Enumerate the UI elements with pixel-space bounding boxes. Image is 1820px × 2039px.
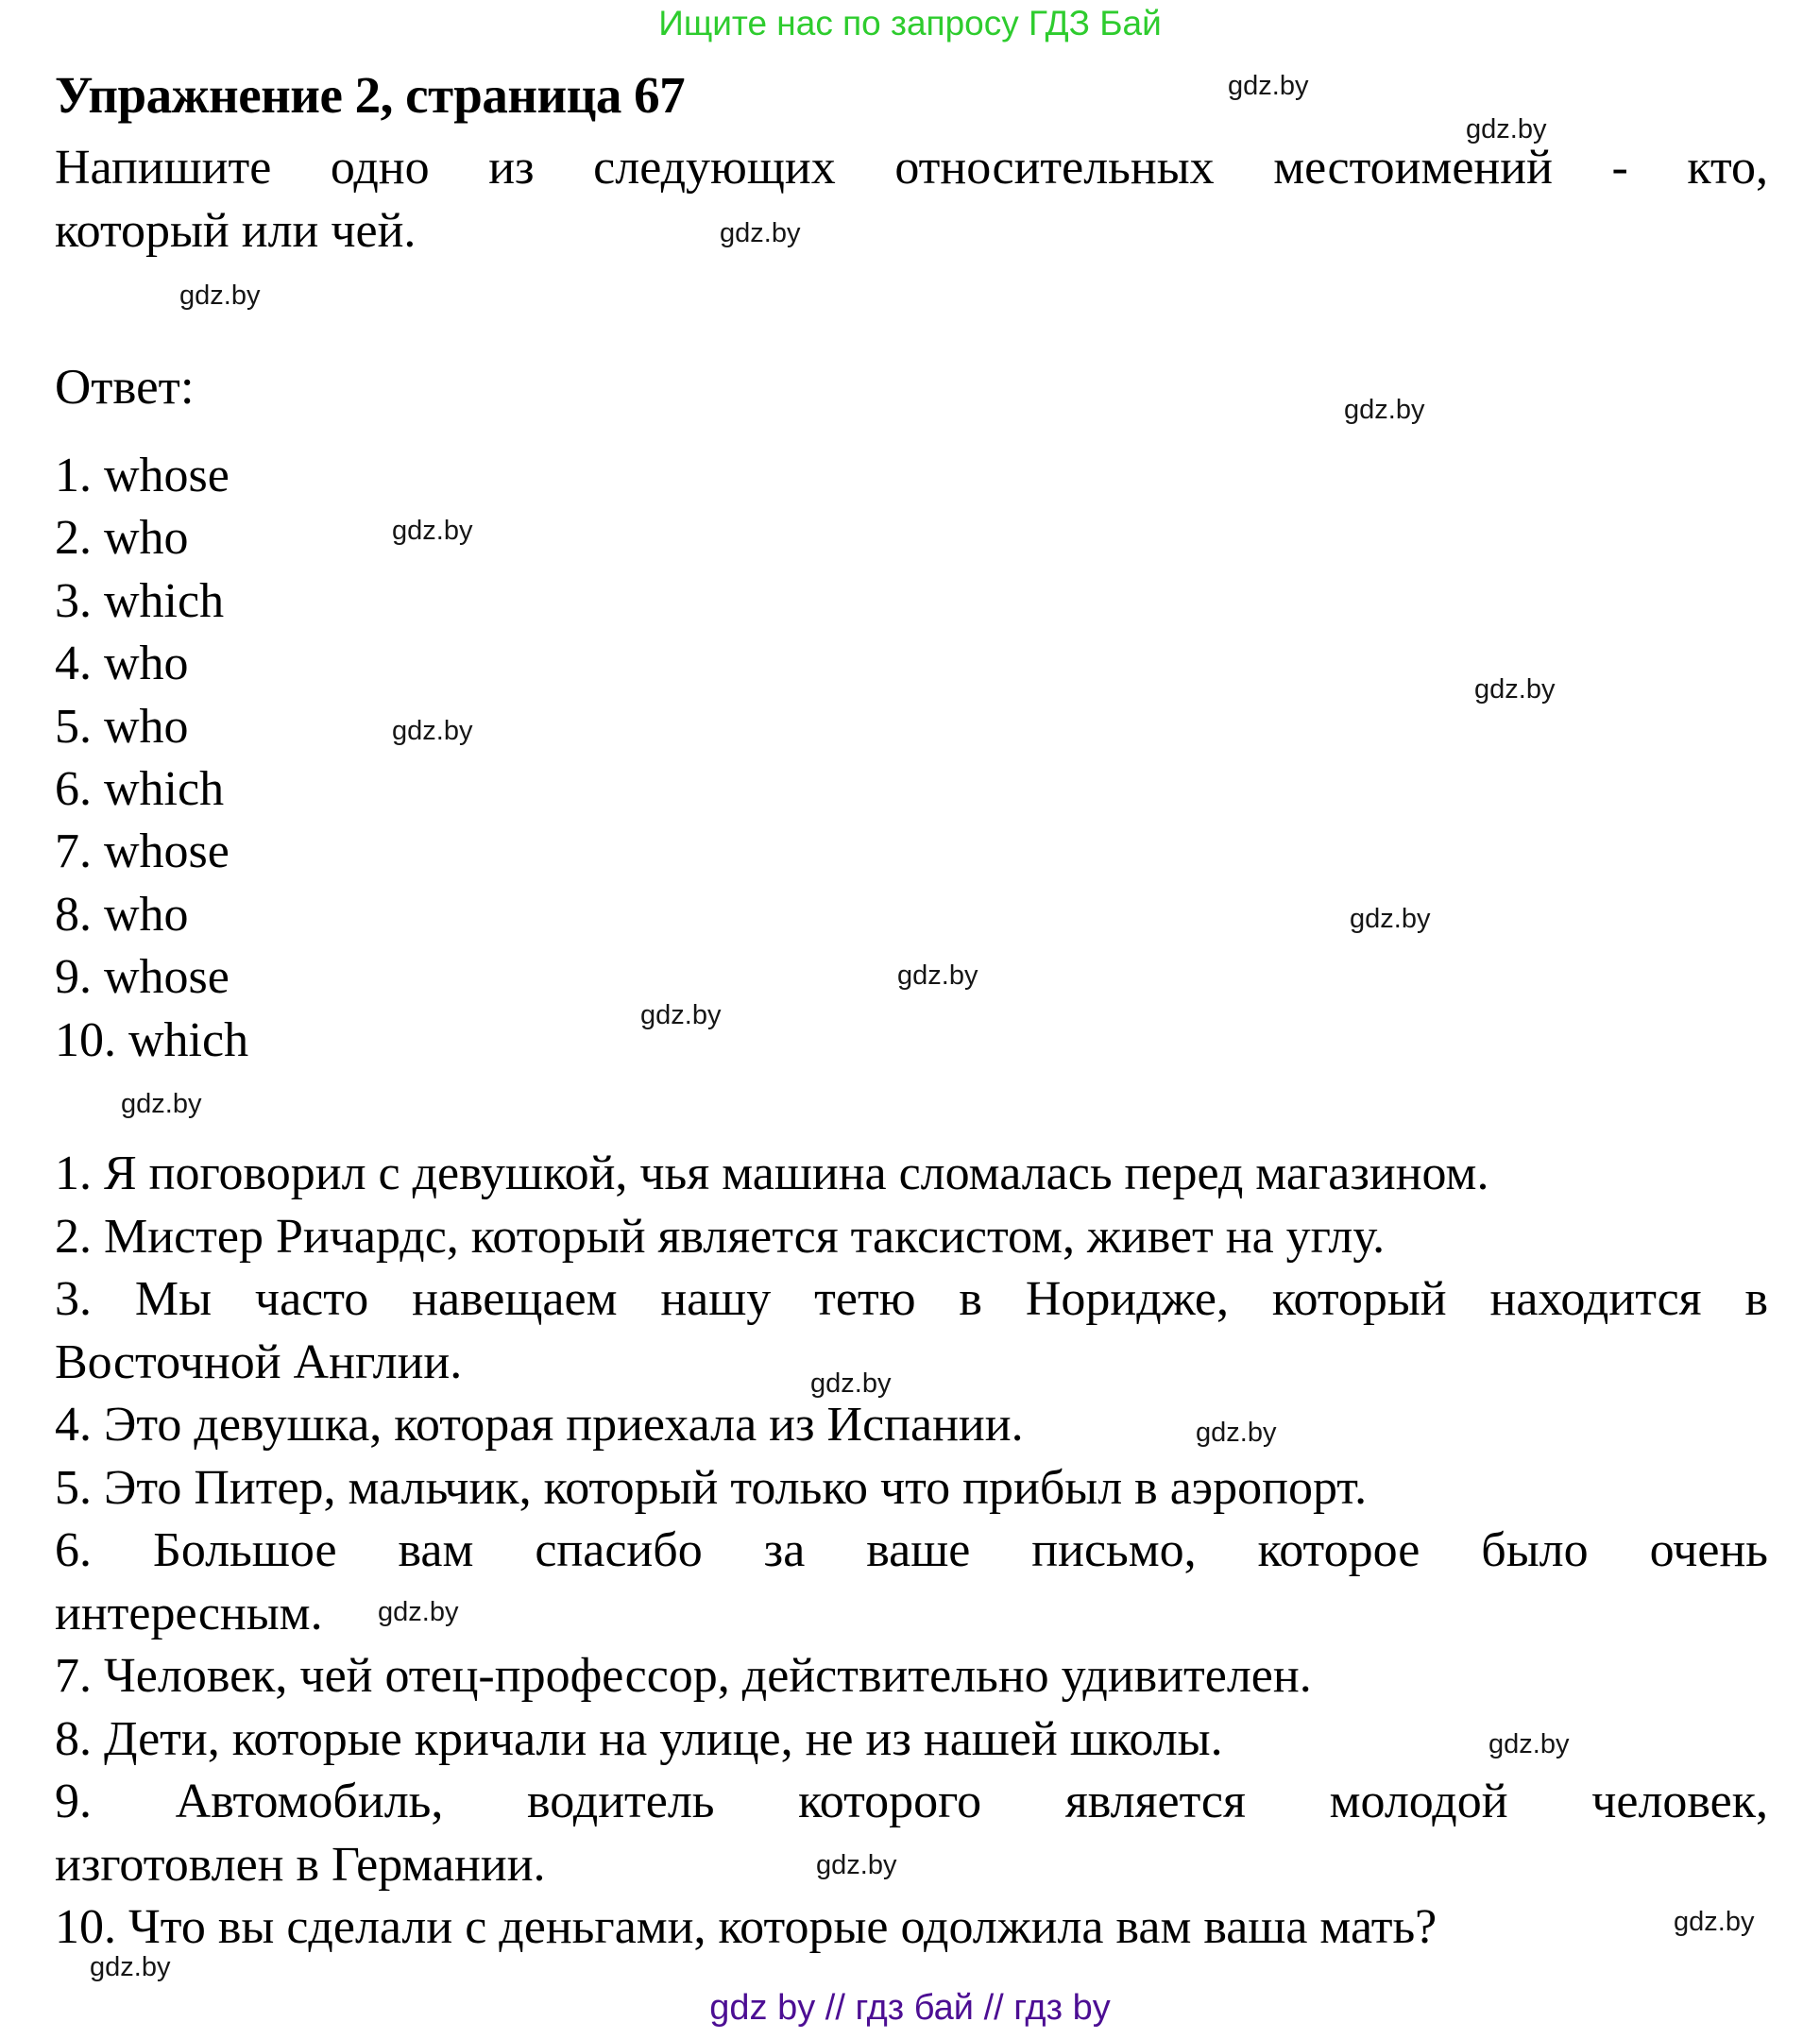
answer-item: 10. which bbox=[55, 1012, 249, 1067]
gdz-watermark: gdz.by bbox=[720, 218, 801, 248]
task-instruction-line-1: Напишите одно из следующих относительных местоимений - кто, bbox=[55, 141, 1768, 195]
gdz-watermark: gdz.by bbox=[1488, 1729, 1570, 1759]
exercise-title: Упражнение 2, страница 67 bbox=[55, 66, 686, 124]
translation-line: Восточной Англии. bbox=[55, 1334, 463, 1389]
answer-item: 9. whose bbox=[55, 950, 230, 1005]
translation-line: 4. Это девушка, которая приехала из Испании. bbox=[55, 1398, 1024, 1452]
promo-banner: Ищите нас по запросу ГДЗ Бай bbox=[658, 4, 1162, 42]
task-instruction-line-2: который или чей. bbox=[55, 204, 417, 258]
gdz-watermark: gdz.by bbox=[816, 1850, 897, 1880]
answer-item: 4. who bbox=[55, 637, 189, 691]
gdz-watermark: gdz.by bbox=[179, 280, 261, 311]
translation-line: 5. Это Питер, мальчик, который только что прибыл в аэропорт. bbox=[55, 1460, 1368, 1515]
translation-line: интересным. bbox=[55, 1586, 323, 1640]
gdz-watermark: gdz.by bbox=[897, 960, 978, 991]
translation-line: 9. Автомобиль, водитель которого является молодой человек, bbox=[55, 1775, 1768, 1828]
translation-line: 3. Мы часто навещаем нашу тетю в Норидже, который находится в bbox=[55, 1272, 1768, 1326]
answer-item: 1. whose bbox=[55, 449, 230, 502]
gdz-watermark: gdz.by bbox=[392, 516, 473, 546]
gdz-watermark: gdz.by bbox=[378, 1597, 459, 1627]
gdz-watermark: gdz.by bbox=[810, 1368, 892, 1399]
translation-line: 8. Дети, которые кричали на улице, не из нашей школы. bbox=[55, 1711, 1223, 1766]
answer-item: 2. who bbox=[55, 511, 189, 566]
answer-item: 7. whose bbox=[55, 824, 230, 879]
answer-item: 5. who bbox=[55, 699, 189, 754]
gdz-watermark: gdz.by bbox=[1228, 71, 1309, 101]
gdz-watermark: gdz.by bbox=[1350, 904, 1431, 934]
translation-line: изготовлен в Германии. bbox=[55, 1837, 546, 1892]
answer-item: 3. which bbox=[55, 573, 225, 628]
translation-line: 7. Человек, чей отец-профессор, действительно удивителен. bbox=[55, 1649, 1312, 1703]
gdz-watermark: gdz.by bbox=[1674, 1907, 1755, 1937]
gdz-watermark: gdz.by bbox=[640, 1000, 722, 1030]
gdz-watermark: gdz.by bbox=[392, 716, 473, 746]
gdz-watermark: gdz.by bbox=[121, 1089, 202, 1119]
translation-line: 2. Мистер Ричардс, который является таксистом, живет на углу. bbox=[55, 1209, 1386, 1264]
gdz-watermark: gdz.by bbox=[1474, 674, 1556, 705]
gdz-watermark: gdz.by bbox=[90, 1952, 171, 1982]
task-instruction bbox=[55, 136, 1768, 263]
answers-list bbox=[55, 445, 248, 1072]
gdz-watermark: gdz.by bbox=[1344, 395, 1425, 425]
answer-item: 8. who bbox=[55, 887, 189, 942]
translation-line: 10. Что вы сделали с деньгами, которые одолжила вам ваша мать? bbox=[55, 1900, 1437, 1954]
gdz-watermark: gdz.by bbox=[1466, 114, 1547, 144]
translation-line: 6. Большое вам спасибо за ваше письмо, которое было очень bbox=[55, 1523, 1768, 1577]
answer-label: Ответ: bbox=[55, 360, 195, 415]
gdz-watermark: gdz.by bbox=[1196, 1418, 1277, 1448]
translation-line: 1. Я поговорил с девушкой, чья машина сломалась перед магазином. bbox=[55, 1147, 1489, 1200]
answer-item: 6. which bbox=[55, 762, 225, 817]
translation-list bbox=[55, 1143, 1768, 1960]
footer-links[interactable]: gdz by // гдз бай // гдз by bbox=[709, 1988, 1111, 2028]
